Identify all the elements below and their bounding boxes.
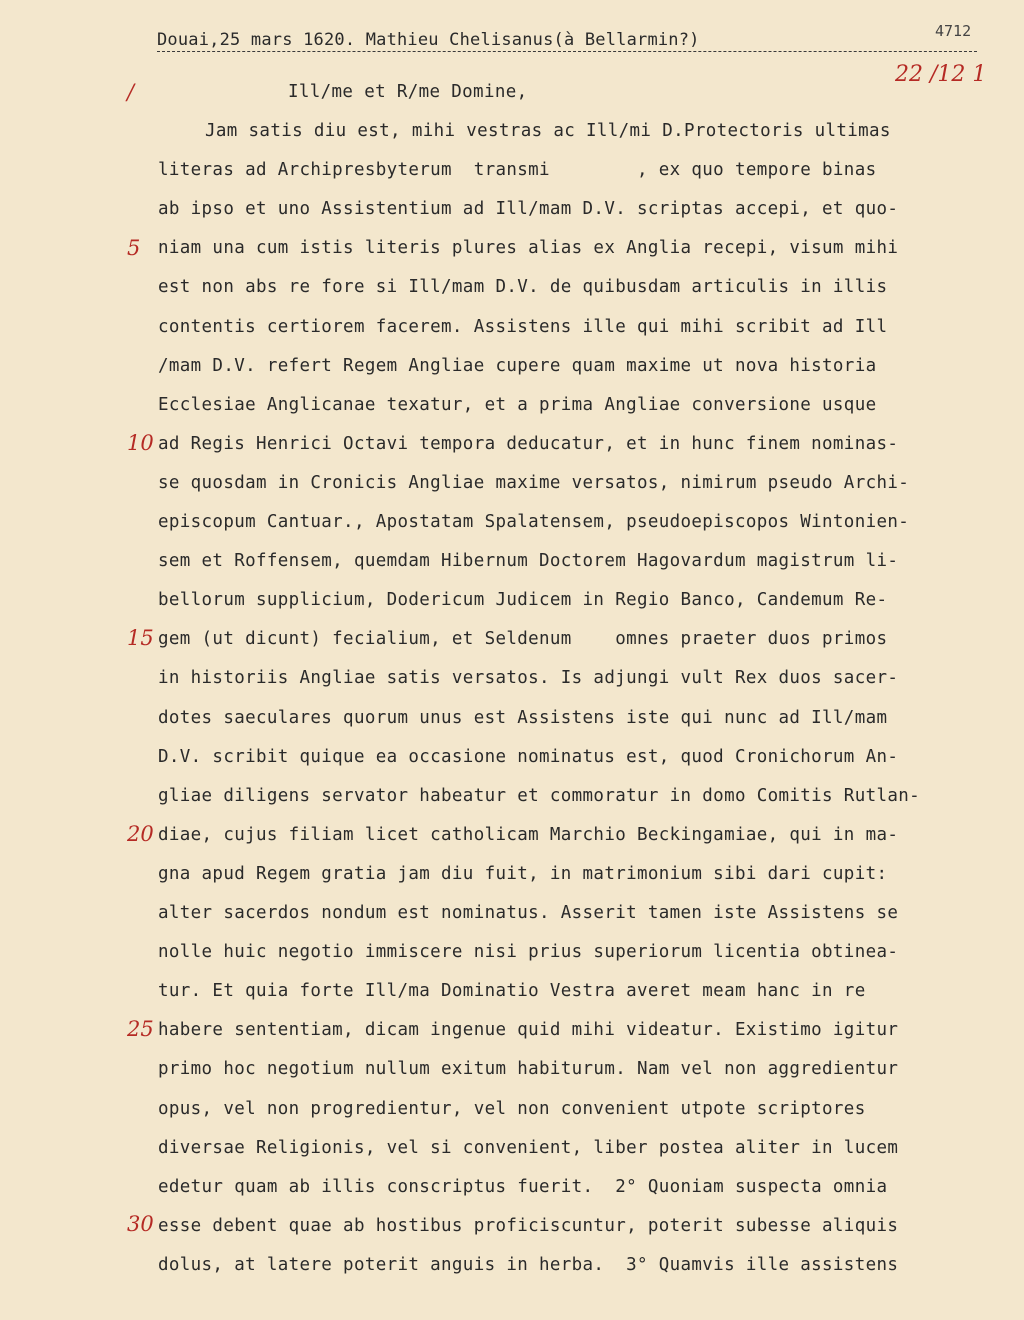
margin-number-25: 25 [127,1017,154,1041]
margin-mark-salutation: / [127,80,135,104]
text-line: bellorum supplicium, Dodericum Judicem in Regio Banco, Candemum Re- [158,590,888,611]
salutation: Ill/me et R/me Domine, [288,82,528,102]
text-line: contentis certiorem facerem. Assistens ille qui mihi scribit ad Ill [158,316,888,337]
text-line: gem (ut dicunt) fecialium, et Seldenum omnes praeter duos primos [158,629,888,650]
text-line: sem et Roffensem, quemdam Hibernum Doctorem Hagovardum magistrum li- [158,551,899,572]
text-line: episcopum Cantuar., Apostatam Spalatensem, pseudoepiscopos Wintonien- [158,512,910,532]
text-line: in historiis Angliae satis versatos. Is adjungi vult Rex duos sacer- [158,668,899,689]
text-line: alter sacerdos nondum est nominatus. Asserit tamen iste Assistens se [158,903,899,923]
text-line: Ecclesiae Anglicanae texatur, et a prima Angliae conversione usque [158,394,877,415]
text-line: gliae diligens servator habeatur et commoratur in domo Comitis Rutlan- [158,785,921,806]
text-line: Jam satis diu est, mihi vestras ac Ill/mi D.Protectoris ultimas [205,121,891,141]
text-line: gna apud Regem gratia jam diu fuit, in matrimonium sibi dari cupit: [158,863,888,884]
text-line: primo hoc negotium nullum exitum habiturum. Nam vel non aggredientur [158,1059,899,1080]
text-line: literas ad Archipresbyterum transmi , ex quo tempore binas [158,160,877,181]
text-line: habere sententiam, dicam ingenue quid mihi videatur. Existimo igitur [158,1020,899,1041]
text-line: se quosdam in Cronicis Angliae maxime versatos, nimirum pseudo Archi- [158,472,910,493]
document-header: Douai,25 mars 1620. Mathieu Chelisanus(à Bellarmin?) [157,30,977,52]
text-line: opus, vel non progredientur, vel non convenient utpote scriptores [158,1098,866,1119]
text-line: dotes saeculares quorum unus est Assistens iste qui nunc ad Ill/mam [158,707,888,728]
text-line: ad Regis Henrici Octavi tempora deducatur, et in hunc finem nominas- [158,433,899,454]
margin-number-15: 15 [127,626,154,650]
text-line: dolus, at latere poterit anguis in herba. 3° Quamvis ille assistens [158,1254,899,1275]
text-line: diversae Religionis, vel si convenient, liber postea aliter in lucem [158,1137,899,1158]
margin-number-20: 20 [127,822,154,846]
handwritten-reference: 22 /12 1 [895,62,987,87]
text-line: ab ipso et uno Assistentium ad Ill/mam D.V. scriptas accepi, et quo- [158,199,899,220]
text-line: /mam D.V. refert Regem Angliae cupere quam maxime ut nova historia [158,355,877,376]
text-line: D.V. scribit quique ea occasione nominatus est, quod Cronichorum An- [158,746,899,767]
margin-number-30: 30 [127,1212,154,1236]
text-line: nolle huic negotio immiscere nisi prius superiorum licentia obtinea- [158,942,899,963]
text-line: niam una cum istis literis plures alias ex Anglia recepi, visum mihi [158,238,899,259]
archive-number: 4712 [935,22,972,40]
margin-number-5: 5 [127,236,141,260]
text-line: diae, cujus filiam licet catholicam Marchio Beckingamiae, qui in ma- [158,824,899,845]
margin-number-10: 10 [127,431,154,455]
text-line: tur. Et quia forte Ill/ma Dominatio Vestra averet meam hanc in re [158,981,866,1002]
text-line: est non abs re fore si Ill/mam D.V. de quibusdam articulis in illis [158,277,888,298]
text-line: edetur quam ab illis conscriptus fuerit. 2° Quoniam suspecta omnia [158,1176,888,1197]
text-line: esse debent quae ab hostibus proficiscuntur, poterit subesse aliquis [158,1215,899,1236]
